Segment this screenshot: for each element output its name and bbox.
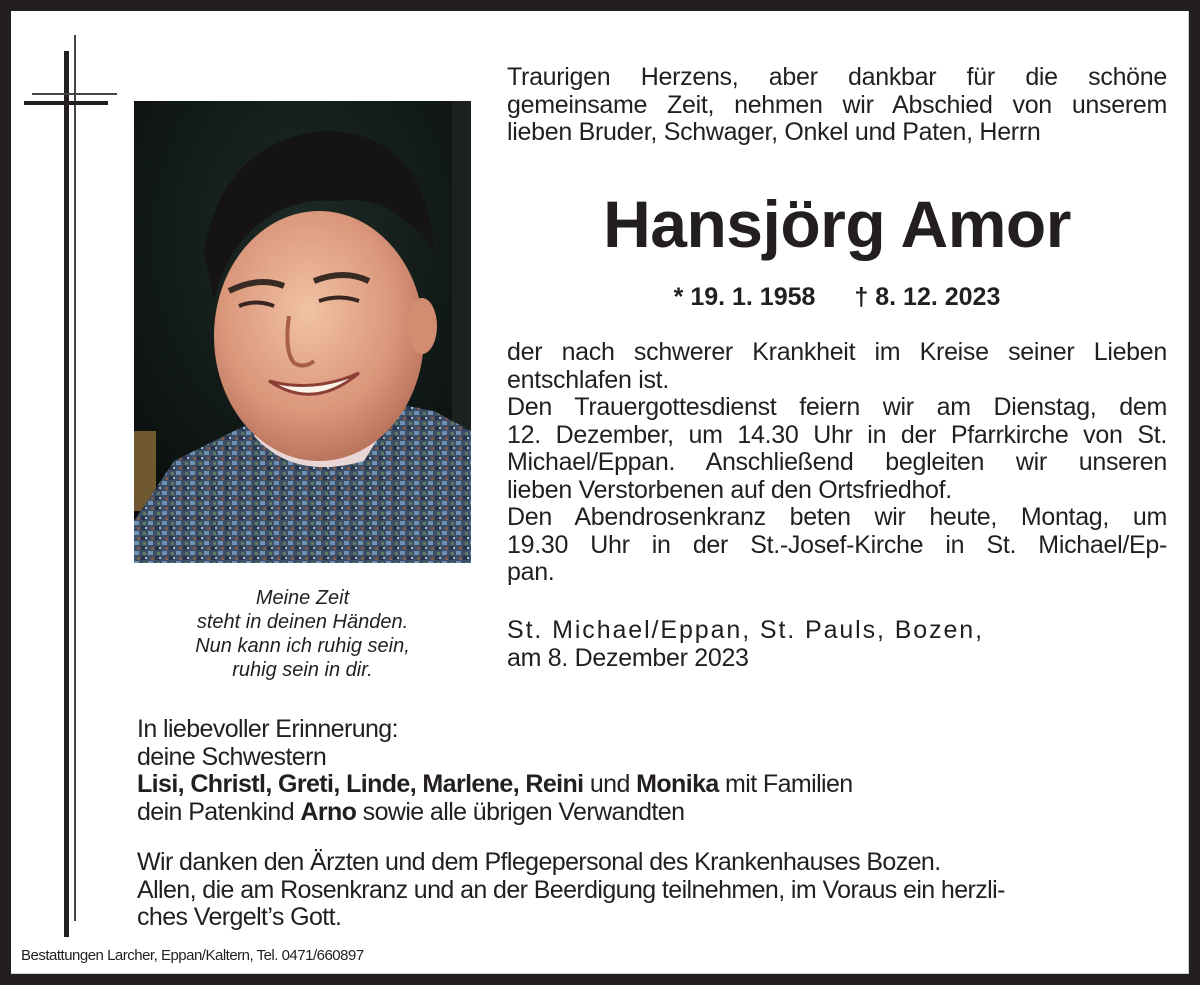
notice-date: am 8. Dezember 2023 (507, 643, 749, 672)
cross-vertical-thin (74, 35, 76, 921)
cross-horizontal-thin (32, 93, 117, 95)
godchild-suffix: sowie alle übrigen Verwandten (362, 797, 685, 826)
body-line: Den Abendrosenkranz beten wir heute, Montag, um (507, 503, 1167, 531)
death-date: † 8. 12. 2023 (854, 283, 1001, 311)
intro-line: gemeinsame Zeit, nehmen wir Abschied von unserem (507, 90, 1167, 119)
body-line: 12. Dezember, um 14.30 Uhr in der Pfarrkirche von St. (507, 420, 1167, 449)
godchild-line (137, 799, 1137, 827)
verse-line: steht in deinen Händen. (196, 611, 409, 633)
portrait-photo (134, 101, 471, 563)
intro-line: Traurigen Herzens, aber dankbar für die schöne (507, 63, 1167, 91)
memory-heading: In liebevoller Erinnerung: (137, 715, 398, 743)
body-line: entschlafen ist. (507, 365, 669, 394)
places: St. Michael/Eppan, St. Pauls, Bozen, (507, 616, 984, 644)
verse-line: Meine Zeit (255, 587, 350, 609)
birth-date: * 19. 1. 1958 (673, 283, 816, 311)
deceased-name: Hansjörg Amor (603, 187, 1071, 261)
body-line: Den Trauergottesdienst feiern wir am Dienstag, dem (507, 393, 1167, 421)
verse-line: Nun kann ich ruhig sein, (195, 635, 410, 657)
service-details (507, 339, 1167, 587)
verse-line: ruhig sein in dir. (232, 659, 373, 681)
godchild-prefix: dein Patenkind (137, 797, 295, 826)
intro-paragraph (507, 64, 1167, 147)
body-line: pan. (507, 558, 555, 586)
portrait-image (134, 101, 471, 563)
intro-line: lieben Bruder, Schwager, Onkel und Paten, Herrn (507, 118, 1041, 146)
thanks-paragraph (137, 849, 1137, 932)
life-dates (507, 282, 1167, 312)
sisters-line (137, 771, 1137, 799)
thanks-line: Allen, die am Rosenkranz und an der Beerdigung teilnehmen, im Voraus ein herzli- (137, 875, 1005, 904)
body-line: der nach schwerer Krankheit im Kreise seiner Lieben (507, 338, 1167, 366)
thanks-line: ches Vergelt’s Gott. (137, 903, 342, 931)
sisters-label: deine Schwestern (137, 742, 327, 771)
sister-last: Monika (636, 770, 719, 798)
funeral-home-footer: Bestattungen Larcher, Eppan/Kaltern, Tel. 0471/660897 (21, 947, 364, 964)
thanks-line: Wir danken den Ärzten und dem Pflegepersonal des Krankenhauses Bozen. (137, 848, 941, 876)
godchild-name: Arno (300, 797, 357, 826)
verse-quote (134, 586, 471, 682)
sisters-suffix: mit Familien (725, 770, 853, 798)
body-line: lieben Verstorbenen auf den Ortsfriedhof. (507, 475, 952, 504)
and-word: und (589, 770, 630, 798)
body-line: 19.30 Uhr in der St.-Josef-Kirche in St. Michael/Ep- (507, 530, 1167, 559)
cross-vertical-thick (64, 51, 69, 937)
mourners-list (137, 716, 1137, 826)
cross-horizontal-thick (24, 101, 108, 105)
sisters-names: Lisi, Christl, Greti, Linde, Marlene, Reini (137, 770, 584, 798)
place-and-date (507, 617, 1167, 672)
body-line: Michael/Eppan. Anschließend begleiten wir unseren (507, 448, 1167, 476)
